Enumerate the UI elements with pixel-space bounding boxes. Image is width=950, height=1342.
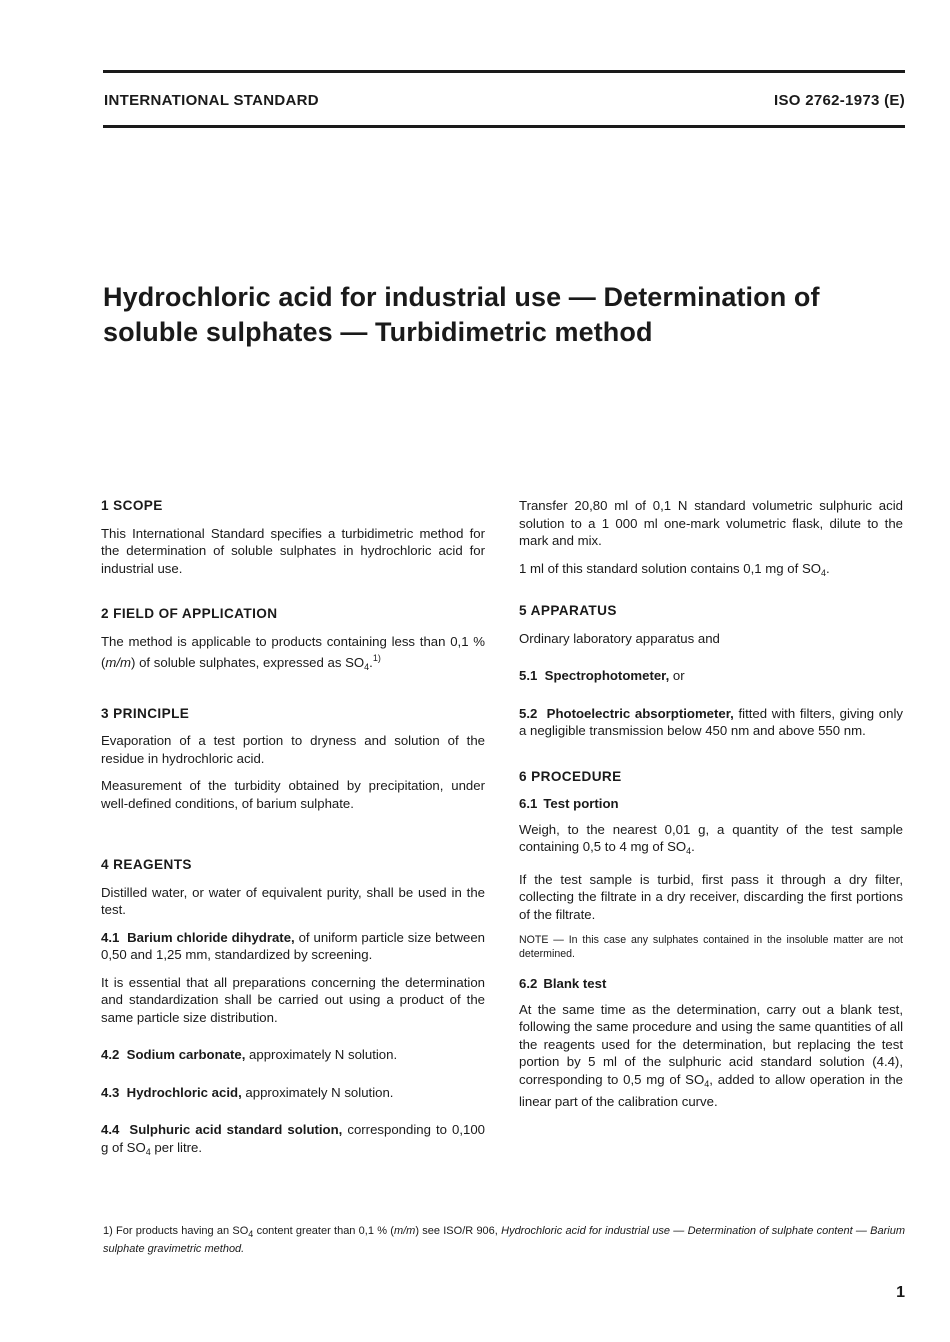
reagent-4-4: 4.4 Sulphuric acid standard solution, corresponding to 0,100 g of $SO_4$ per litre. — [101, 1122, 485, 1157]
procedure-note: NOTE — In this case any sulphates contained in the insoluble matter are not determined. — [519, 934, 903, 960]
section-principle-p2: Measurement of the turbidity obtained by precipitation, under well-defined conditions, of barium sulphate. — [101, 778, 485, 811]
reagent-4-4-transfer: Transfer 20,80 ml of 0,1 N standard volumetric sulphuric acid solution to a 1 000 ml one-mark volumetric flask, dilute to the mark and mix. — [519, 498, 903, 548]
right-column — [519, 497, 903, 1121]
section-field-text: The method is applicable to products containing less than 0,1 % (m/m) of soluble sulphates, expressed as $SO_4.^{1)}$ — [101, 633, 485, 672]
reagent-4-2: 4.2 Sodium carbonate, approximately N solution. — [101, 1047, 398, 1062]
procedure-6-1-turbid: If the test sample is turbid, first pass it through a dry filter, collecting the filtrate in a dry receiver, discarding the first portions of the filtrate. — [519, 871, 903, 922]
section-scope-heading: 1 SCOPE — [101, 498, 163, 513]
reagents-intro: Distilled water, or water of equivalent purity, shall be used in the test. — [101, 884, 485, 917]
section-field-heading: 2 FIELD OF APPLICATION — [101, 606, 278, 621]
procedure-6-2-heading: 6.2 Blank test — [519, 976, 607, 991]
document-title: Hydrochloric acid for industrial use — Determination of soluble sulphates — Turbidimetric method — [103, 282, 820, 347]
procedure-6-1-text: Weigh, to the nearest 0,01 g, a quantity of the test sample containing 0,5 to 4 mg of $SO_4$. — [519, 821, 903, 856]
reagent-4-4-contains: 1 ml of this standard solution contains 0,1 mg of $SO_4$. — [519, 560, 830, 578]
standard-number: ISO 2762-1973 (E) — [773, 92, 905, 109]
reagent-4-3: 4.3 Hydrochloric acid, approximately N solution. — [101, 1084, 394, 1100]
left-column — [101, 497, 485, 1171]
section-principle-p1: Evaporation of a test portion to dryness and solution of the residue in hydrochloric acid. — [101, 733, 485, 766]
procedure-6-2-text: At the same time as the determination, carry out a blank test, following the same procedure and using the same quantities of all the reagents used for the determination, but replacing the test portion by 5 ml of the sulphuric acid standard solution (4.4), corresponding to 0,5 mg of $SO_4$, added to allow operation in the linear part of the calibration curve. — [519, 1001, 903, 1109]
apparatus-5-2: 5.2 Photoelectric absorptiometer, fitted with filters, giving only a negligible transmission below 450 nm and above 550 nm. — [519, 705, 903, 738]
section-scope-text: This International Standard specifies a turbidimetric method for the determination of soluble sulphates in hydrochloric acid for industrial use. — [101, 525, 485, 576]
header-rule-top — [103, 70, 905, 73]
standard-label: INTERNATIONAL STANDARD — [104, 92, 319, 109]
section-apparatus-heading: 5 APPARATUS — [519, 603, 617, 618]
reagent-4-1-note: It is essential that all preparations concerning the determination and standardization shall be carried out using a product of the same particle size distribution. — [101, 974, 485, 1025]
procedure-6-1-heading: 6.1 Test portion — [519, 796, 619, 811]
apparatus-5-1: 5.1 Spectrophotometer, or — [519, 668, 685, 683]
section-principle-heading: 3 PRINCIPLE — [101, 705, 190, 721]
footnote: 1) For products having an $SO_4$ content greater than 0,1 % (m/m) see ISO/R 906, Hydrochloric acid for industrial use — Determination of sulphate content — Barium sulphate gravimetric method. — [103, 1225, 906, 1255]
section-reagents-heading: 4 REAGENTS — [101, 857, 192, 872]
section-procedure-heading: 6 PROCEDURE — [519, 768, 622, 784]
apparatus-intro: Ordinary laboratory apparatus and — [519, 630, 720, 646]
header-rule-bottom — [103, 125, 905, 128]
reagent-4-1: 4.1 Barium chloride dihydrate, of uniform particle size between 0,50 and 1,25 mm, standardized by screening. — [101, 929, 485, 962]
page-number: 1 — [896, 1284, 905, 1301]
